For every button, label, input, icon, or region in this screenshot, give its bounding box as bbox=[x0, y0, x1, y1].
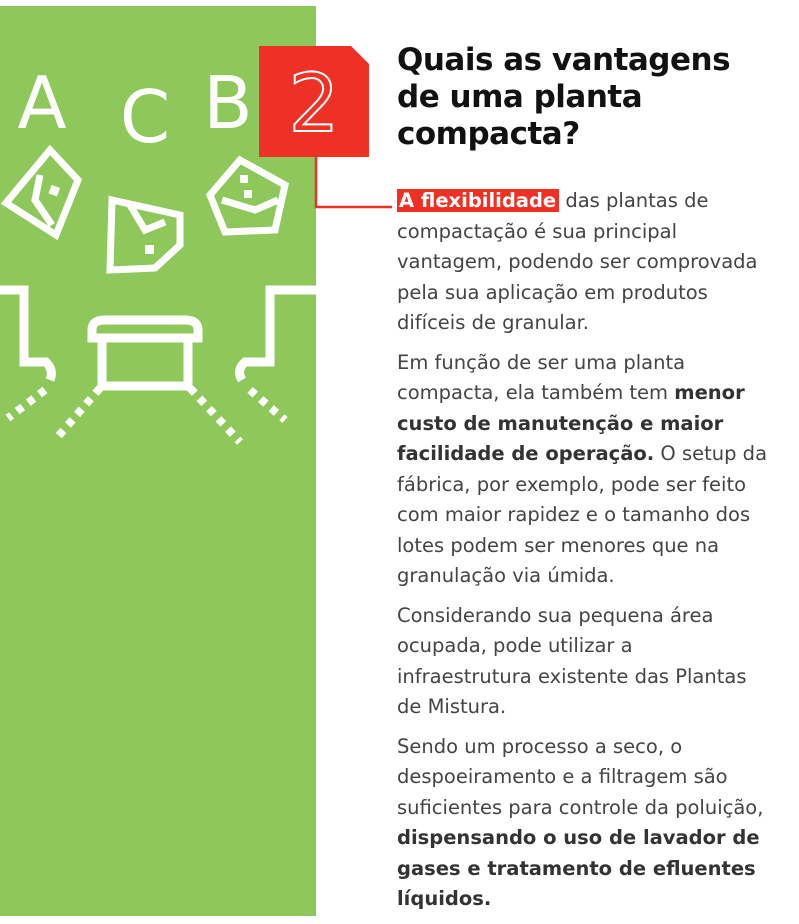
paragraph-infrastructure: Considerando sua pequena área ocupada, pode utilizar a infraestrutura existente das Plantas de Mistura. bbox=[397, 603, 747, 718]
letter-a: A bbox=[17, 61, 67, 145]
step-number-badge bbox=[259, 46, 369, 157]
roller-top bbox=[92, 320, 198, 338]
paragraph-text: Em função de ser uma planta compacta, ela também tem bbox=[397, 350, 686, 404]
bold-text: menor custo de manutenção e maior facilidade de operação. bbox=[397, 381, 745, 465]
paragraph-maintenance bbox=[397, 348, 767, 592]
right-chute bbox=[240, 290, 316, 380]
dust-dots bbox=[8, 388, 285, 442]
left-chute bbox=[0, 290, 51, 380]
bold-text: dispensando o uso de lavador de gases e tratamento de efluentes líquidos. bbox=[397, 826, 760, 910]
letter-b: B bbox=[203, 61, 253, 145]
paragraph-text: Sendo um processo a seco, o despoeiramento e a filtragem são suficientes para controle da poluição, bbox=[397, 734, 764, 819]
paragraph-flexibility bbox=[397, 186, 767, 339]
letter-c: C bbox=[119, 75, 171, 159]
paragraph-text: O setup da fábrica, por exemplo, pode ser feito com maior rapidez e o tamanho dos lotes podem ser menores que na granulação via úmida. bbox=[397, 442, 768, 587]
step-number: 2 bbox=[288, 57, 340, 150]
paragraph-dry-process bbox=[397, 732, 767, 915]
paragraph-text: das plantas de compactação é sua principal vantagem, podendo ser comprovada pela sua aplicação em produtos difíceis de granular. bbox=[397, 189, 758, 334]
page-title: Quais as vantagens de uma planta compacta? bbox=[397, 42, 731, 152]
highlight-label: A flexibilidade bbox=[397, 189, 559, 212]
roller-body bbox=[102, 338, 188, 386]
article-body bbox=[397, 186, 767, 924]
